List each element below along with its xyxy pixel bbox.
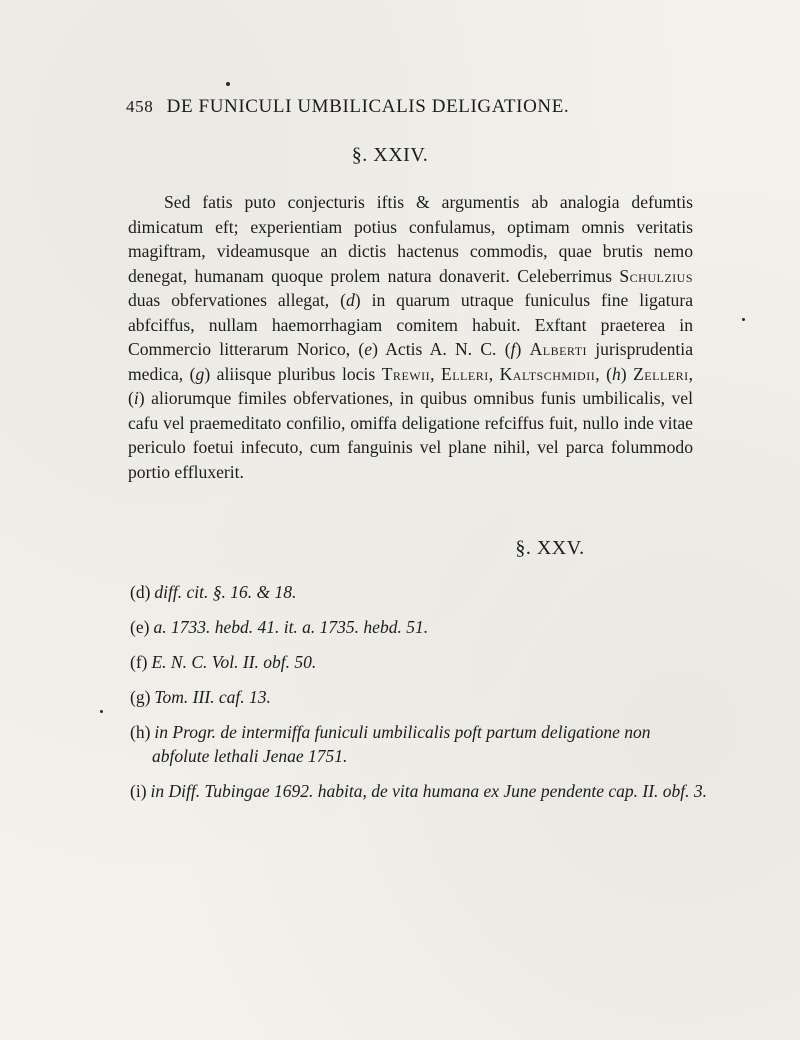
paragraph-text xyxy=(128,190,693,484)
section-heading-25: §. XXV. xyxy=(515,537,585,559)
text-run: duas obfervationes allegat, ( xyxy=(128,290,346,310)
footnotes xyxy=(130,580,710,814)
text-run: ) aliorumque fimiles obfervationes, in quibus omnibus funis umbilicalis, vel cafu vel praemeditato confilio, omiffa deligatione refciffus fuit, nullo inde vitae periculo foetui infecuto, cum fanguinis vel plane nihil, vel parca folummodo portio effluxerit. xyxy=(128,388,693,482)
text-run: ) aliisque pluribus locis xyxy=(204,363,382,384)
footnote-text: Tom. III. caf. 13. xyxy=(154,687,271,707)
footnote-marker: (e) xyxy=(130,617,150,637)
footnote-text: diff. cit. §. 16. & 18. xyxy=(154,582,297,602)
page-number: 458 xyxy=(126,97,154,116)
author-name: Schulzius xyxy=(619,265,693,286)
text-run: jurisprudentia medica, ( xyxy=(128,339,694,384)
author-name: Elleri xyxy=(440,363,489,384)
author-name: Alberti xyxy=(529,339,588,359)
footnote-marker: (d) xyxy=(130,582,151,602)
running-header xyxy=(126,96,686,118)
footnote-reference: d xyxy=(345,290,355,310)
body-paragraph xyxy=(128,190,693,484)
paper-speck xyxy=(226,82,230,86)
running-title: DE FUNICULI UMBILICALIS DELIGATIONE. xyxy=(166,96,570,117)
text-run: , ( xyxy=(128,363,694,408)
footnote-marker: (f) xyxy=(130,652,148,672)
paper-speck xyxy=(100,710,103,713)
author-name: Trewii xyxy=(381,363,431,384)
text-run: Sed fatis puto conjecturis iftis & argumentis ab analogia defumtis dimicatum eft; experientiam potius confulamus, optimam omnis veritatis magiftram, videamusque an dictis hactenus commodis, quae brutis nemo denegat, humanam quoque prolem natura donaverit. Celeberrimus xyxy=(128,192,693,286)
footnote xyxy=(130,650,710,674)
footnote xyxy=(130,685,710,709)
text-run: ) in quarum utraque funiculus fine ligatura abfciffus, nullam haemorrhagiam comitem habuit. Exftant praeterea in Commercio litterarum Norico, ( xyxy=(128,290,694,359)
footnote xyxy=(130,720,710,768)
footnote-marker: (h) xyxy=(130,722,151,742)
author-name: Kaltschmidii xyxy=(499,363,596,384)
footnote-reference: i xyxy=(133,388,139,408)
section-heading-24: §. XXIV. xyxy=(351,144,429,166)
text-run: , xyxy=(430,363,441,384)
footnote-reference: h xyxy=(611,363,621,384)
footnote-marker: (g) xyxy=(130,687,151,707)
text-run: , xyxy=(488,363,500,384)
footnote-reference: f xyxy=(510,339,516,359)
text-run: ) xyxy=(620,363,634,384)
footnote-text: in Diff. Tubingae 1692. habita, de vita humana ex June pendente cap. II. obf. 3. xyxy=(150,781,708,801)
footnote-marker: (i) xyxy=(130,781,147,801)
footnote-text: a. 1733. hebd. 41. it. a. 1735. hebd. 51. xyxy=(153,617,429,637)
author-name: Zelleri xyxy=(633,363,689,384)
footnote xyxy=(130,779,710,803)
footnote-reference: e xyxy=(364,339,373,359)
footnote xyxy=(130,615,710,639)
footnote-text: in Progr. de intermiffa funiculi umbilicalis poft partum deligatione non abfolute lethali Jenae 1751. xyxy=(152,722,651,766)
text-run: , ( xyxy=(595,363,612,384)
paper-speck xyxy=(742,318,745,321)
footnote-reference: g xyxy=(195,363,205,384)
footnote xyxy=(130,580,710,604)
text-run: ) xyxy=(515,339,530,359)
footnote-text: E. N. C. Vol. II. obf. 50. xyxy=(151,652,317,672)
text-run: ) Actis A. N. C. ( xyxy=(372,339,511,359)
